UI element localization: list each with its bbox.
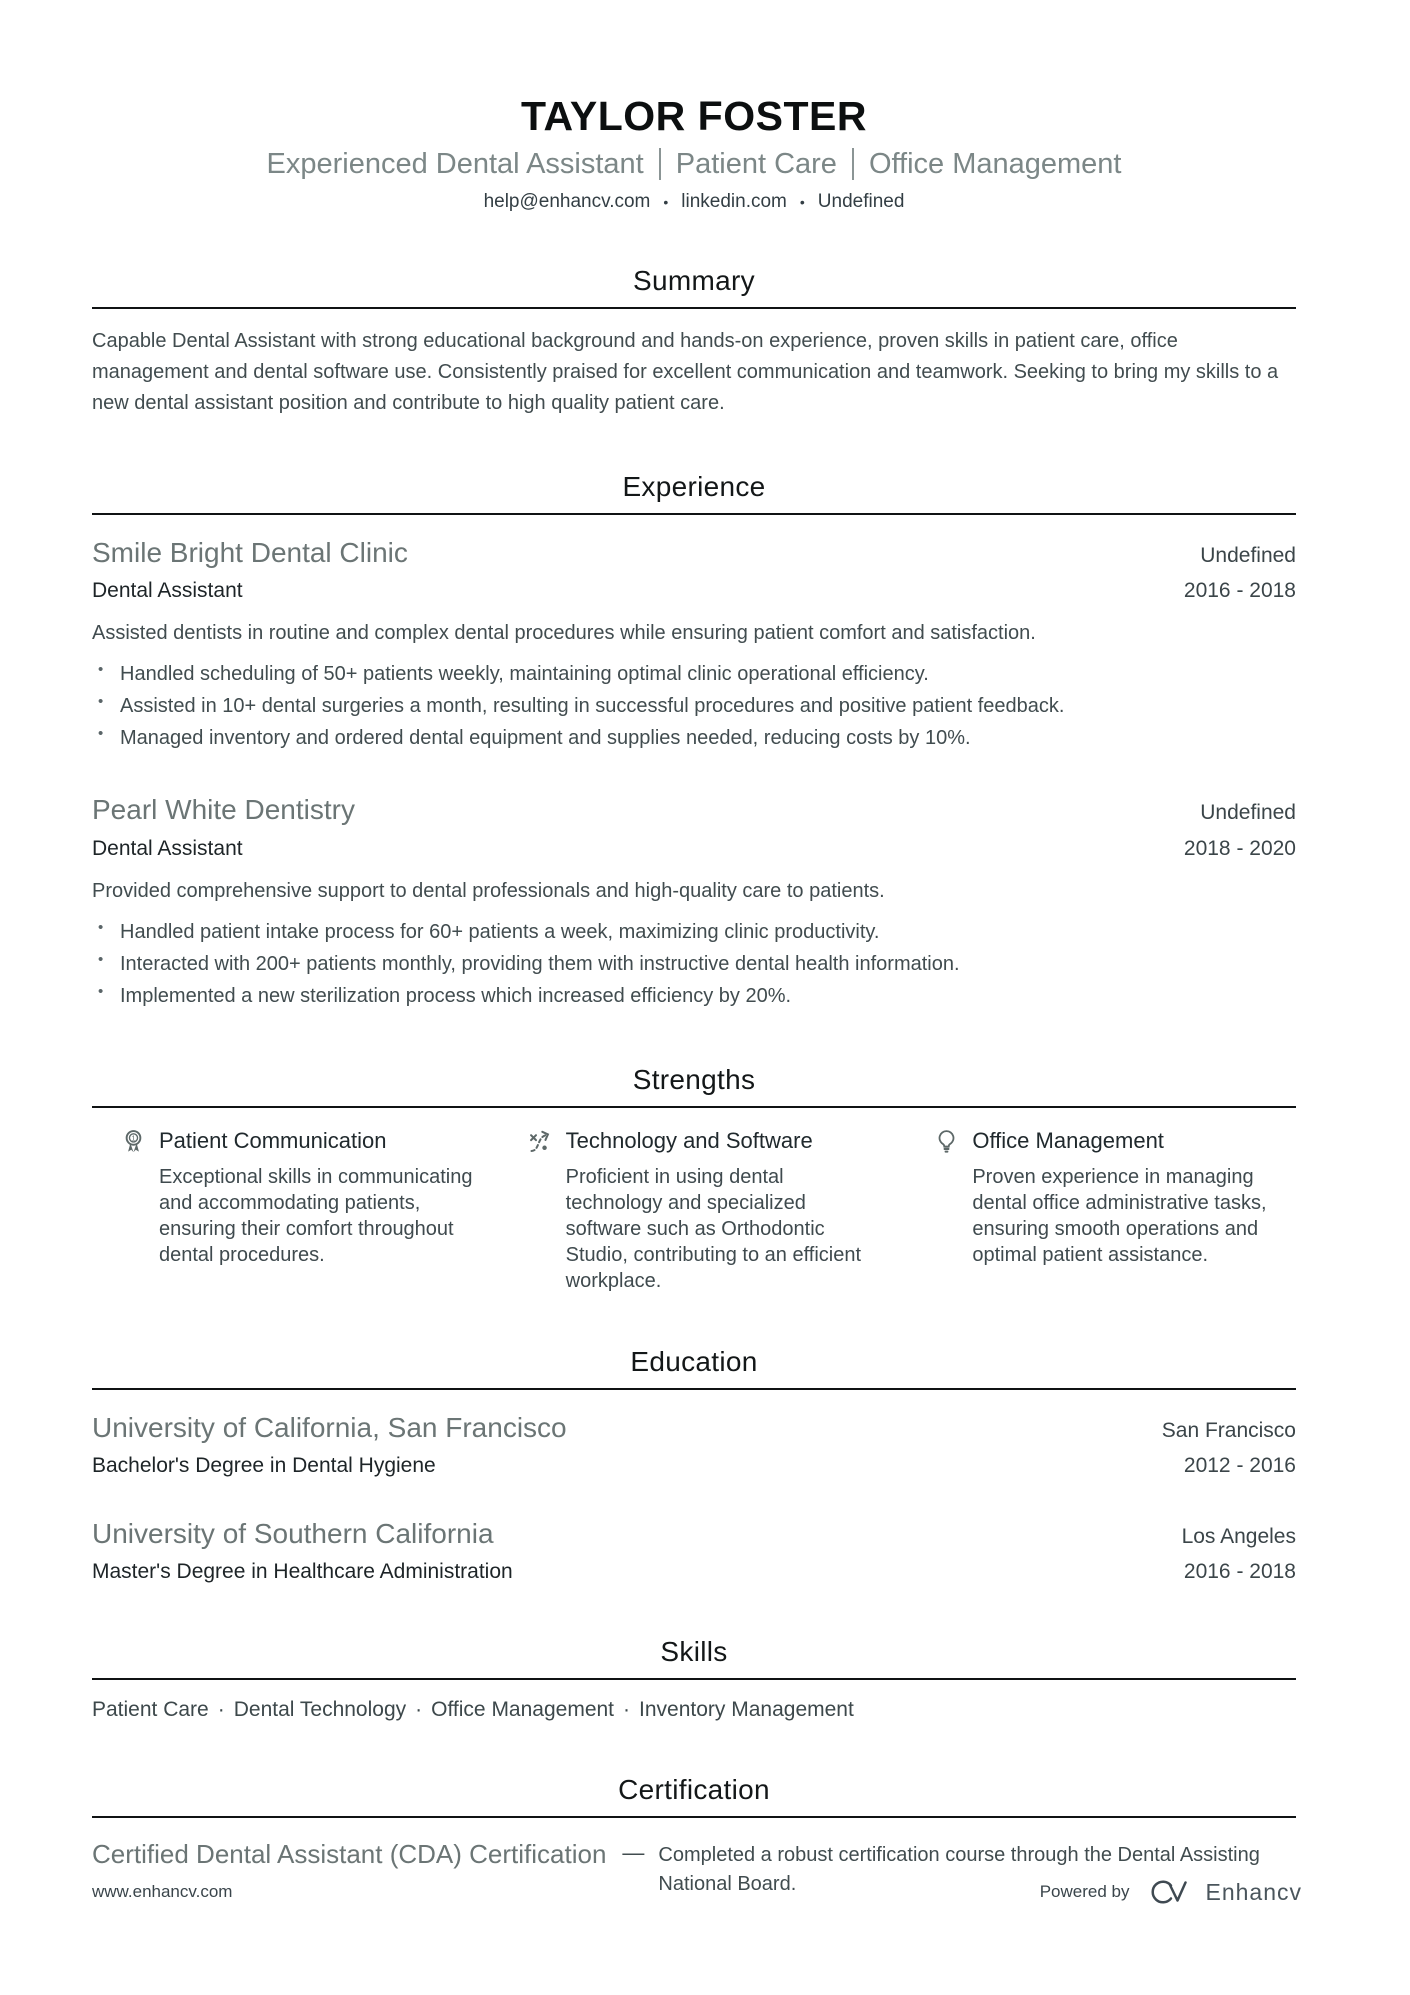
job-bullet: • Handled scheduling of 50+ patients weekly, maintaining optimal clinic operational efficiency. — [92, 658, 1296, 690]
job-bullet: • Implemented a new sterilization process which increased efficiency by 20%. — [92, 980, 1296, 1012]
contact-row — [92, 191, 1296, 213]
degree-dates: 2016 - 2018 — [1183, 1560, 1296, 1584]
headline-part: Patient Care — [675, 148, 837, 181]
svg-text:1: 1 — [131, 1133, 136, 1143]
skill-item: Inventory Management — [639, 1698, 854, 1722]
job-dates: 2016 - 2018 — [1183, 579, 1296, 603]
summary-text: Capable Dental Assistant with strong educational background and hands-on experience, proven skills in patient care, office management and dental software use. Consistently praised for excellent communication and teamwork. Seeking to bring my skills to a new dental assistant position and contribute to high quality patient care. — [92, 329, 1279, 414]
degree-name: Master's Degree in Healthcare Administration — [92, 1560, 513, 1584]
job-bullet: • Managed inventory and ordered dental equipment and supplies needed, reducing costs by 10%. — [92, 722, 1296, 754]
enhancv-logo-icon — [1141, 1876, 1193, 1908]
section-rule — [92, 1816, 1296, 1818]
skills-list — [92, 1698, 1296, 1722]
strength-title: Office Management — [972, 1128, 1164, 1154]
headline-divider — [659, 148, 661, 180]
section-heading: Education — [630, 1345, 758, 1377]
job-bullet: • Interacted with 200+ patients monthly, providing them with instructive dental health information. — [92, 948, 1296, 980]
medal-icon — [120, 1128, 147, 1155]
bullet-icon: • — [98, 661, 104, 679]
certification-title: Certified Dental Assistant (CDA) Certification — [92, 1839, 607, 1870]
section-heading: Certification — [618, 1774, 770, 1806]
job-bullet: • Assisted in 10+ dental surgeries a month, resulting in successful procedures and positive patient feedback. — [92, 690, 1296, 722]
job-bullets — [92, 658, 1296, 754]
bullet-icon: • — [98, 950, 104, 968]
education-entry — [92, 1410, 1296, 1478]
job-description: Assisted dentists in routine and complex dental procedures while ensuring patient comfort and satisfaction. — [92, 622, 1036, 645]
footer-site-link: www.enhancv.com — [92, 1882, 233, 1901]
candidate-headline — [92, 147, 1296, 182]
section-heading: Strengths — [632, 1063, 756, 1095]
school-name: University of California, San Francisco — [92, 1411, 567, 1443]
section-strengths — [92, 1064, 1296, 1294]
section-rule — [92, 1106, 1296, 1108]
experience-entry — [92, 792, 1296, 1011]
school-location: San Francisco — [1161, 1418, 1296, 1442]
contact-separator-icon: • — [799, 193, 805, 210]
school-name: University of Southern California — [92, 1518, 494, 1550]
bullet-icon: • — [98, 725, 104, 743]
headline-part: Experienced Dental Assistant — [266, 148, 644, 181]
strength-item — [905, 1128, 1296, 1294]
skill-item: Office Management — [431, 1698, 615, 1722]
job-bullets — [92, 916, 1296, 1012]
strength-title: Technology and Software — [565, 1128, 813, 1154]
job-title: Dental Assistant — [92, 579, 243, 603]
experience-entry — [92, 535, 1296, 754]
strength-item — [499, 1128, 890, 1294]
bullet-icon: • — [98, 918, 104, 936]
page-footer — [92, 1876, 1302, 1908]
education-entry — [92, 1516, 1296, 1584]
strategy-icon — [527, 1128, 554, 1155]
headline-part: Office Management — [868, 148, 1122, 181]
school-location: Los Angeles — [1181, 1525, 1296, 1549]
bullet-icon: • — [98, 693, 104, 711]
contact-linkedin: linkedin.com — [681, 190, 787, 212]
strength-title: Patient Communication — [159, 1128, 387, 1154]
section-skills — [92, 1636, 1296, 1722]
skill-separator-icon: · — [217, 1698, 225, 1722]
powered-by-label: Powered by — [1039, 1882, 1130, 1901]
strength-text: Proficient in using dental technology and specialized software such as Orthodontic Studio, contributing to an efficient workplace. — [565, 1165, 862, 1292]
section-heading: Experience — [622, 470, 766, 502]
brand-name: Enhancv — [1205, 1878, 1302, 1905]
section-heading: Skills — [660, 1636, 728, 1668]
contact-email: help@enhancv.com — [483, 190, 651, 212]
certification-description: Completed a robust certification course through the Dental Assisting National Board. — [658, 1844, 1260, 1896]
resume-header — [92, 0, 1296, 213]
job-description: Provided comprehensive support to dental professionals and high-quality care to patients. — [92, 879, 885, 902]
degree-name: Bachelor's Degree in Dental Hygiene — [92, 1454, 436, 1478]
section-experience — [92, 471, 1296, 1012]
skill-item: Dental Technology — [233, 1698, 407, 1722]
skill-separator-icon: · — [415, 1698, 423, 1722]
company-name: Smile Bright Dental Clinic — [92, 536, 408, 568]
contact-separator-icon: • — [663, 193, 669, 210]
dash-icon: — — [622, 1840, 645, 1866]
skill-item: Patient Care — [92, 1698, 209, 1722]
company-location: Undefined — [1200, 543, 1296, 567]
job-dates: 2018 - 2020 — [1183, 836, 1296, 860]
strength-text: Proven experience in managing dental office administrative tasks, ensuring smooth operations and optimal patient assistance. — [972, 1165, 1267, 1266]
section-rule — [92, 1678, 1296, 1680]
headline-divider — [852, 148, 854, 180]
job-title: Dental Assistant — [92, 836, 243, 860]
job-bullet: • Handled patient intake process for 60+ patients a week, maximizing clinic productivity. — [92, 916, 1296, 948]
strength-text: Exceptional skills in communicating and accommodating patients, ensuring their comfort throughout dental procedures. — [159, 1165, 473, 1266]
company-name: Pearl White Dentistry — [92, 794, 355, 826]
section-summary — [92, 265, 1296, 419]
section-rule — [92, 1388, 1296, 1390]
section-heading: Summary — [633, 264, 755, 296]
bullet-icon: • — [98, 982, 104, 1000]
section-education — [92, 1346, 1296, 1585]
skill-separator-icon: · — [623, 1698, 631, 1722]
contact-location: Undefined — [817, 190, 905, 212]
section-rule — [92, 307, 1296, 309]
section-rule — [92, 513, 1296, 515]
candidate-name: TAYLOR FOSTER — [521, 93, 867, 139]
degree-dates: 2012 - 2016 — [1183, 1454, 1296, 1478]
resume-page — [92, 0, 1296, 1899]
strength-item — [92, 1128, 483, 1294]
lightbulb-icon — [933, 1128, 960, 1155]
company-location: Undefined — [1200, 801, 1296, 825]
